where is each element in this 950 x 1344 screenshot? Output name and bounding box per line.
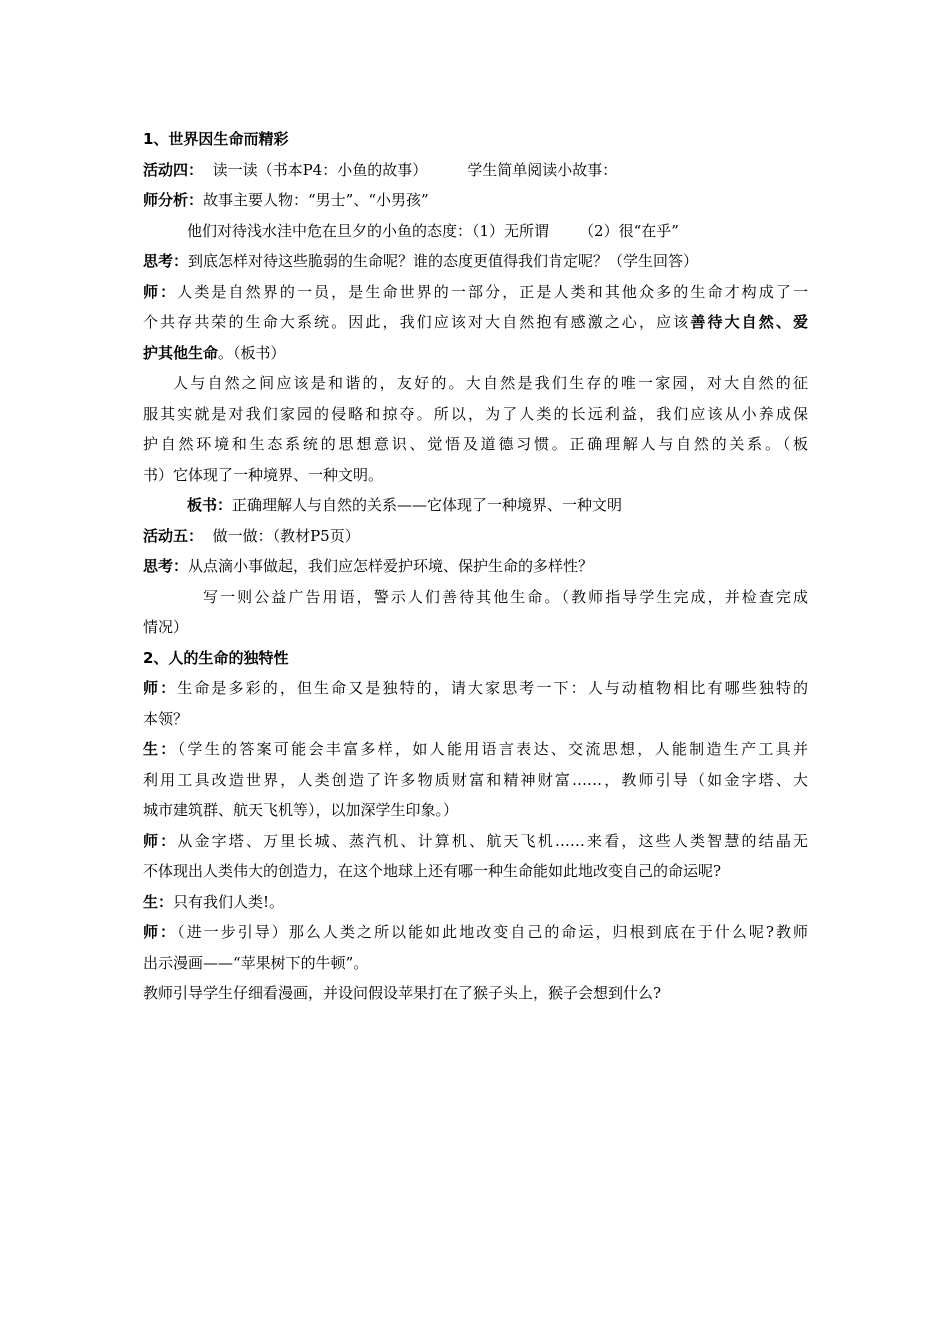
think-2-label: 思考： [143, 557, 189, 575]
teacher-2-line-2: 本领？ [143, 709, 189, 728]
board-note [143, 490, 808, 521]
teacher-2-label: 师： [143, 679, 178, 697]
teacher-2-text-1: 生命是多彩的，但生命又是独特的，请大家思考一下：人与动植物相比有哪些独特的 [177, 679, 808, 697]
teacher-analysis-text: 故事主要人物：“男士”、“小男孩” [203, 191, 429, 209]
section-heading-1: 1、世界因生命而精彩 [143, 130, 289, 148]
paragraph-2-line-4: 书）它体现了一种境界、一种文明。 [143, 465, 384, 484]
teacher-3-text-1: 从金字塔、万里长城、蒸汽机、计算机、航天飞机……来看，这些人类智慧的结晶无 [177, 831, 808, 850]
teacher-3-line-2: 不体现出人类伟大的创造力，在这个地球上还有哪一种生命能如此地改变自己的命运呢? [143, 862, 722, 880]
teacher-1-line-1 [143, 277, 808, 308]
teacher-1-text-2a: 个共存共荣的生命大系统。因此，我们应该对大自然抱有感激之心，应该 [143, 313, 691, 331]
student-1-text-1: （学生的答案可能会丰富多样，如人能用语言表达、交流思想，人能制造生产工具并 [177, 740, 808, 758]
teacher-1-line-2 [143, 307, 808, 338]
student-1-line-1 [143, 734, 808, 765]
teacher-4-line-1 [143, 917, 808, 948]
final-paragraph: 教师引导学生仔细看漫画，并设问假设苹果打在了猴子头上，猴子会想到什么? [143, 984, 662, 1002]
teacher-3-label: 师： [143, 831, 178, 850]
think-1 [143, 246, 808, 277]
attitude-line [143, 216, 808, 247]
teacher-analysis-label: 师分析： [143, 191, 204, 209]
activity-4 [143, 155, 808, 186]
student-2-text: 只有我们人类!。 [173, 892, 285, 911]
teacher-1-line-3 [143, 338, 808, 369]
teacher-1-text-3b: 。（板书） [218, 343, 286, 362]
activity-4-text: 读一读（书本P4：小鱼的故事） [212, 160, 428, 179]
teacher-4-label: 师： [143, 923, 178, 941]
board-note-text: 正确理解人与自然的关系——它体现了一种境界、一种文明 [232, 496, 623, 514]
teacher-1-text-1: 人类是自然界的一员，是生命世界的一部分，正是人类和其他众多的生命才构成了一 [177, 282, 808, 301]
student-2 [143, 887, 808, 918]
document-body [143, 124, 808, 1009]
section-heading-2: 2、人的生命的独特性 [143, 648, 289, 667]
student-1-line-3: 城市建筑群、航天飞机等），以加深学生印象。） [143, 801, 459, 819]
activity-5 [143, 521, 808, 552]
student-1-label: 生： [143, 740, 178, 758]
teacher-4-text-1: （进一步引导）那么人类之所以能如此地改变自己的命运，归根到底在于什么呢?教师 [177, 923, 808, 941]
attitude-option-2: （2）很“在乎” [579, 221, 679, 240]
student-2-label: 生： [143, 892, 174, 911]
teacher-1-emphasis-1: 善待大自然、爱 [690, 313, 808, 331]
board-note-label: 板书： [187, 496, 233, 514]
activity-4-label: 活动四： [143, 160, 204, 179]
teacher-3-line-1 [143, 826, 808, 857]
think-1-label: 思考： [143, 252, 189, 270]
teacher-1-emphasis-2: 护其他生命 [143, 343, 219, 362]
teacher-4-line-2: 出示漫画——“苹果树下的牛顿”。 [143, 953, 369, 972]
paragraph-2-line-1: 人与自然之间应该是和谐的，友好的。大自然是我们生存的唯一家园，对大自然的征 [173, 374, 808, 392]
task-line-2: 情况） [143, 618, 189, 636]
task-line-1: 写一则公益广告用语，警示人们善待其他生命。（教师指导学生完成，并检查完成 [203, 587, 808, 606]
activity-4-note: 学生简单阅读小故事： [467, 160, 618, 179]
paragraph-2-line-3: 护自然环境和生态系统的思想意识、觉悟及道德习惯。正确理解人与自然的关系。（板 [143, 435, 808, 453]
attitude-text: 他们对待浅水洼中危在旦夕的小鱼的态度：（1）无所谓 [187, 221, 550, 240]
paragraph-2-line-2: 服其实就是对我们家园的侵略和掠夺。所以，为了人类的长远利益，我们应该从小养成保 [143, 404, 808, 423]
teacher-analysis [143, 185, 808, 216]
activity-5-label: 活动五： [143, 526, 204, 545]
think-2 [143, 551, 808, 582]
teacher-2-line-1 [143, 673, 808, 704]
think-2-text: 从点滴小事做起，我们应怎样爱护环境、保护生命的多样性？ [188, 557, 594, 575]
think-1-text: 到底怎样对待这些脆弱的生命呢？谁的态度更值得我们肯定呢？（学生回答） [188, 252, 699, 270]
teacher-1-label: 师： [143, 282, 178, 301]
activity-5-text: 做一做：（教材P5页） [212, 526, 360, 545]
student-1-line-2: 利用工具改造世界，人类创造了许多物质财富和精神财富……，教师引导（如金字塔、大 [143, 770, 808, 789]
